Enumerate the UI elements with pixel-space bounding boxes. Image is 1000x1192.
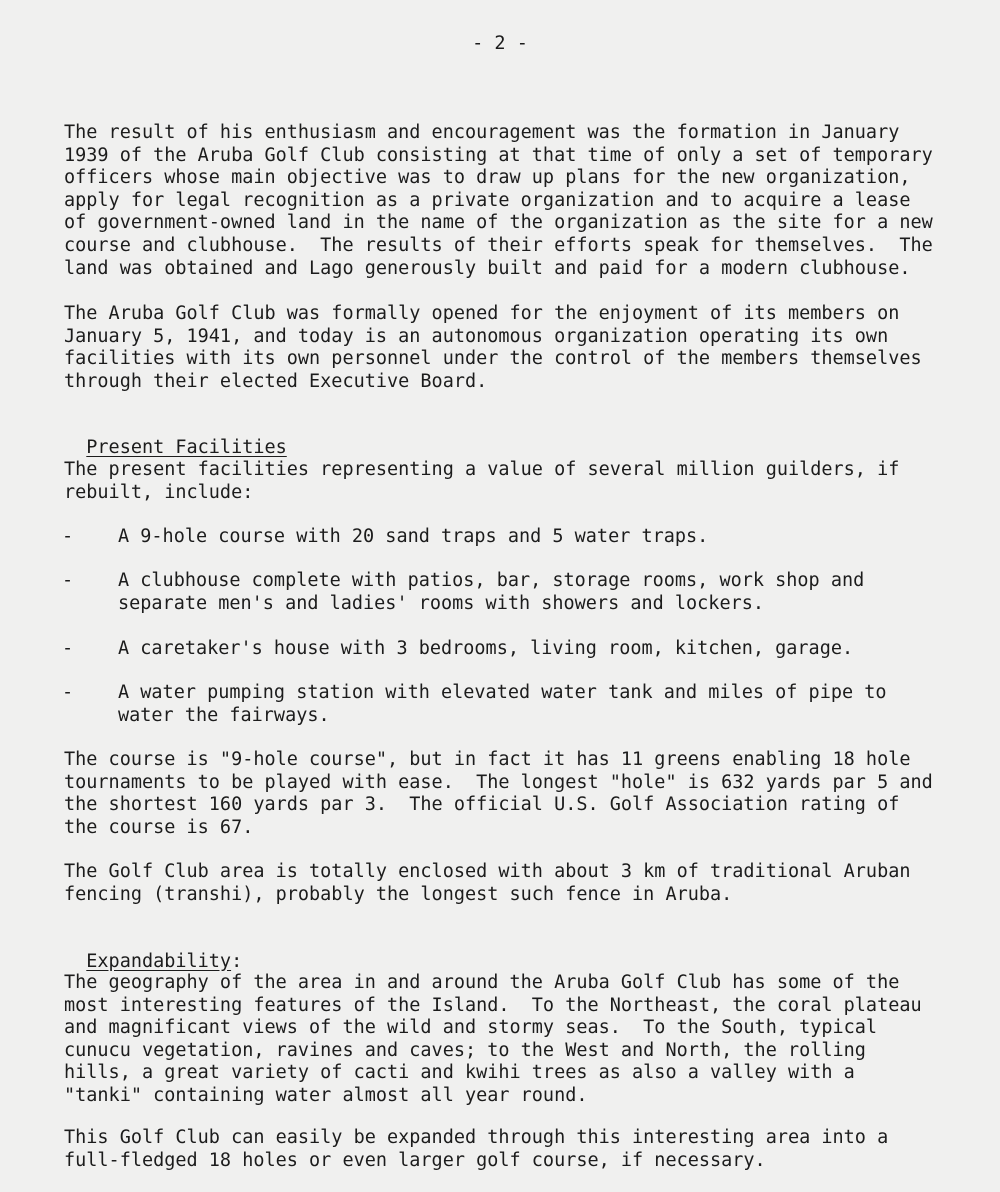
bullet-dash: - (62, 570, 74, 591)
paragraph-expansion: This Golf Club can easily be expanded through this interesting area into a full-fledged 18 holes or even larger golf course, if necessary. (64, 1127, 889, 1171)
bullet-dash: - (62, 638, 74, 659)
bullet-text: A caretaker's house with 3 bedrooms, living room, kitchen, garage. (118, 638, 854, 659)
page-number: - 2 - (472, 33, 528, 54)
heading-expandability-text: Expandability (86, 950, 232, 972)
heading-present-facilities-text: Present Facilities (86, 436, 287, 458)
paragraph-facilities-intro: The present facilities representing a value of several million guilders, if rebuilt, include: (64, 459, 900, 503)
paragraph-geography: The geography of the area in and around the Aruba Golf Club has some of the most interesting features of the Island. To the Northeast, the coral plateau and magnificant views of the wild and stormy seas. To the South, typical cunucu vegetation, ravines and caves; to the West and North, the rolling hills, a great variety of cacti and kwihi trees as also a valley with a "tanki" containing water almost all year round. (64, 972, 922, 1106)
bullet-text: A water pumping station with elevated water tank and miles of pipe to water the fairways. (118, 682, 887, 726)
heading-present-facilities (64, 414, 964, 459)
heading-expandability-colon: : (231, 950, 243, 972)
bullet-dash: - (62, 526, 74, 547)
paragraph-club-formation: The result of his enthusiasm and encouragement was the formation in January 1939 of the Aruba Golf Club consisting at that time of only a set of temporary officers whose main objective was to draw up plans for the new organization, apply for legal recognition as a private organization and to acquire a lease of government-owned land in the name of the organization as the site for a new course and clubhouse. The results of their efforts speak for themselves. The land was obtained and Lago generously built and paid for a modern clubhouse. (64, 122, 933, 279)
bullet-text: A clubhouse complete with patios, bar, storage rooms, work shop and separate men's and ladies' rooms with showers and lockers. (118, 570, 865, 614)
paragraph-fencing: The Golf Club area is totally enclosed with about 3 km of traditional Aruban fencing (transhi), probably the longest such fence in Aruba. (64, 861, 911, 905)
paragraph-club-opening: The Aruba Golf Club was formally opened for the enjoyment of its members on January 5, 1941, and today is an autonomous organization operating its own facilities with its own personnel under the control of the members themselves through their elected Executive Board. (64, 303, 922, 392)
bullet-dash: - (62, 682, 74, 703)
bullet-text: A 9-hole course with 20 sand traps and 5 water traps. (118, 526, 709, 547)
paragraph-course-details: The course is "9-hole course", but in fact it has 11 greens enabling 18 hole tournaments to be played with ease. The longest "hole" is 632 yards par 5 and the shortest 160 yards par 3. The official U.S. Golf Association rating of the course is 67. (64, 749, 933, 838)
heading-expandability (64, 928, 964, 973)
